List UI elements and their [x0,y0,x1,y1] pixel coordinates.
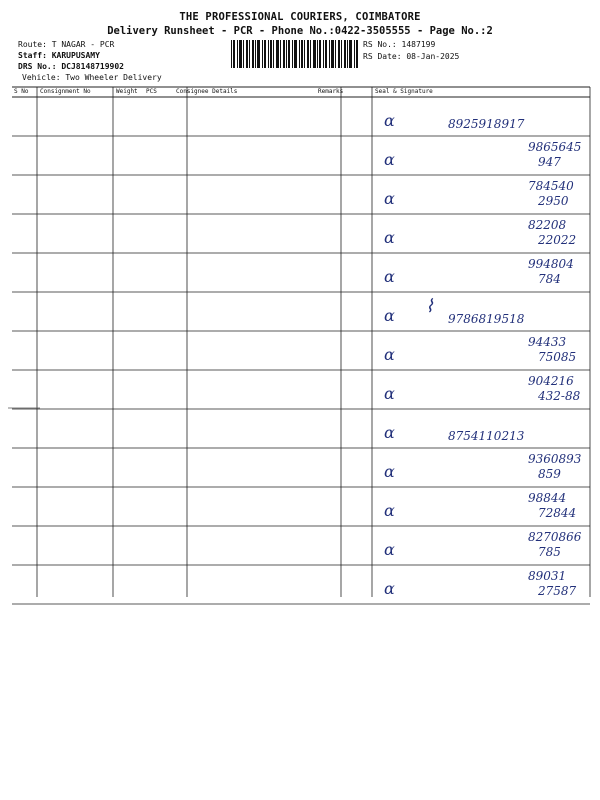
row-handwritten-tick: α [384,423,395,442]
row-handwritten-tick: α [384,111,395,130]
row-handwritten-phone: 9865645 [528,140,582,154]
row-handwritten-phone: 859 [538,467,561,481]
col-head-consignment: Consignment No [40,88,91,95]
col-head-sno: S No [14,88,29,95]
row-handwritten-tick: α [384,540,395,559]
row-handwritten-tick: α [384,345,395,364]
row-handwritten-phone: 94433 [528,335,567,349]
row-handwritten-phone: 82208 [528,218,567,232]
drs-value: DCJ8148719902 [61,62,124,71]
row-handwritten-phone: 8270866 [528,530,582,544]
vehicle-value: Two Wheeler Delivery [65,73,162,82]
row-handwritten-phone: 9786819518 [448,312,525,326]
col-head-pcs: PCS [146,88,157,95]
row-handwritten-tick: α [384,228,395,247]
col-head-remarks: Remarks [318,88,344,95]
col-head-weight: Weight [116,88,138,95]
route-value: T NAGAR - PCR [51,40,115,49]
rs-date-label: RS Date: [363,52,402,61]
vehicle-label: Vehicle: [22,73,61,82]
row-handwritten-phone: 994804 [528,257,574,271]
row-handwritten-phone: 904216 [528,374,574,388]
row-handwritten-tick: α [384,267,395,286]
row-handwritten-phone: 2950 [538,194,569,208]
row-handwritten-phone: 98844 [528,491,567,505]
row-handwritten-phone: 75085 [538,350,577,364]
row-signature-scribble: ⌇ [425,296,434,317]
row-handwritten-tick: α [384,189,395,208]
row-handwritten-phone: 784 [538,272,561,286]
rs-no-label: RS No.: [363,40,397,49]
row-handwritten-phone: 9360893 [528,452,582,466]
staff-label: Staff: [18,51,47,60]
route-label: Route: [18,40,47,49]
runsheet-subtitle: Delivery Runsheet - PCR - Phone No.:0422-3505555 - Page No.:2 [107,25,493,37]
row-handwritten-tick: α [384,306,395,325]
col-head-seal: Seal & Signature [375,88,433,95]
row-handwritten-phone: 432-88 [538,389,581,403]
row-handwritten-phone: 8754110213 [448,429,525,443]
row-handwritten-phone: 785 [538,545,561,559]
row-handwritten-phone: 947 [538,155,561,169]
row-handwritten-phone: 8925918917 [448,117,525,131]
row-handwritten-phone: 22022 [538,233,577,247]
col-head-consignee: Consignee Details [176,88,238,95]
row-handwritten-tick: α [384,501,395,520]
company-title: THE PROFESSIONAL COURIERS, COIMBATORE [179,11,421,23]
row-handwritten-tick: α [384,579,395,598]
row-handwritten-tick: α [384,150,395,169]
row-handwritten-phone: 27587 [538,584,577,598]
staff-value: KARUPUSAMY [51,51,100,60]
drs-label: DRS No.: [18,62,57,71]
rs-no-value: 1487199 [401,40,436,49]
row-handwritten-phone: 72844 [538,506,577,520]
row-handwritten-phone: 784540 [528,179,574,193]
row-handwritten-tick: α [384,462,395,481]
rs-date-value: 08-Jan-2025 [406,52,460,61]
row-handwritten-tick: α [384,384,395,403]
row-handwritten-phone: 89031 [528,569,567,583]
